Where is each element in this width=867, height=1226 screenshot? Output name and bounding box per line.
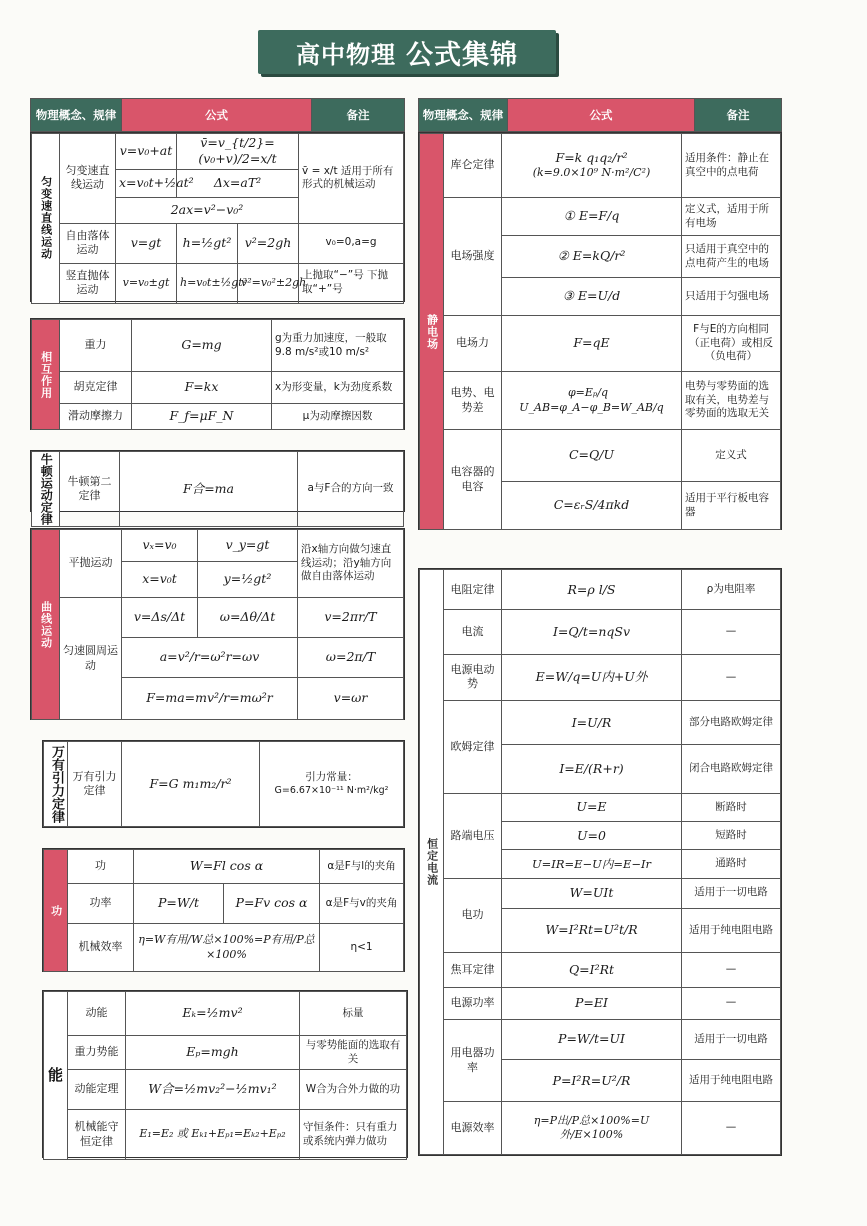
formula: F_f=μF_N xyxy=(132,404,272,430)
formula-y: y=½gt² xyxy=(198,562,298,598)
row-label: 功率 xyxy=(68,884,134,924)
row-label: 机械效率 xyxy=(68,924,134,972)
note: α是F与v的夹角 xyxy=(320,884,404,924)
left-header xyxy=(30,98,405,132)
note-3: 通路时 xyxy=(682,850,781,878)
formula-displacement: x=v₀t+½at² xyxy=(116,169,177,197)
row-label: 动能 xyxy=(68,992,126,1036)
section-electrostatics xyxy=(418,132,782,530)
note: α是F与l的夹角 xyxy=(320,850,404,884)
note: ρ为电阻率 xyxy=(682,570,781,610)
formula-2: I=E/(R+r) xyxy=(502,745,682,793)
formula-F: F=ma=mv²/r=mω²r xyxy=(122,678,298,720)
formula-1: ① E=F/q xyxy=(502,198,682,236)
row-label: 胡克定律 xyxy=(60,372,132,404)
formula: η=W有用/W总×100%=P有用/P总×100% xyxy=(134,924,320,972)
note: v̄ = x/t 适用于所有形式的机械运动 xyxy=(299,134,404,224)
formula-2: ② E=kQ/r² xyxy=(502,236,682,278)
category-label: 牛顿运动定律 xyxy=(32,452,60,527)
row-label: 重力 xyxy=(60,320,132,372)
note: — xyxy=(682,953,781,987)
row-label: 库仑定律 xyxy=(444,134,502,198)
formula: F=G m₁m₂/r² xyxy=(122,742,260,827)
row-label: 电源电动势 xyxy=(444,654,502,700)
formula: Eₚ=mgh xyxy=(126,1036,300,1070)
row-label: 电源功率 xyxy=(444,987,502,1019)
note-v: v=2πr/T xyxy=(298,598,404,638)
note: 沿x轴方向做匀速直线运动；沿y轴方向做自由落体运动 xyxy=(298,530,404,598)
note: g为重力加速度，一般取9.8 m/s²或10 m/s² xyxy=(272,320,404,372)
formula: Q=I²Rt xyxy=(502,953,682,987)
row-label: 竖直抛体运动 xyxy=(60,263,116,303)
formula: F合=ma xyxy=(120,452,298,527)
row-label: 机械能守恒定律 xyxy=(68,1110,126,1160)
row-label: 欧姆定律 xyxy=(444,701,502,794)
formula-2: W=I²Rt=U²t/R xyxy=(502,908,682,952)
formula: E=W/q=U内+U外 xyxy=(502,654,682,700)
formula: G=mg xyxy=(132,320,272,372)
note: μ为动摩擦因数 xyxy=(272,404,404,430)
note-2: 只适用于真空中的点电荷产生的电场 xyxy=(682,236,781,278)
formula-3: ③ E=U/d xyxy=(502,278,682,316)
note: a与F合的方向一致 xyxy=(298,452,404,527)
formula: R=ρ l/S xyxy=(502,570,682,610)
row-label: 电势、电势差 xyxy=(444,372,502,430)
row-label: 平抛运动 xyxy=(60,530,122,598)
section-energy xyxy=(42,990,408,1158)
formula: E₁=E₂ 或 Eₖ₁+Eₚ₁=Eₖ₂+Eₚ₂ xyxy=(126,1110,300,1160)
formula xyxy=(502,134,682,198)
row-label: 重力势能 xyxy=(68,1036,126,1070)
row-label: 用电器功率 xyxy=(444,1019,502,1102)
note: 上抛取“−”号 下抛取“+”号 xyxy=(299,263,404,303)
category-label: 万有引力定律 xyxy=(44,742,68,827)
page-title xyxy=(258,30,556,74)
note: — xyxy=(682,1102,781,1155)
formula-omega: ω=Δθ/Δt xyxy=(198,598,298,638)
note: 守恒条件：只有重力或系统内弹力做功 xyxy=(300,1110,407,1160)
note: v₀=0,a=g xyxy=(299,223,404,263)
note: — xyxy=(682,987,781,1019)
category-label: 匀变速直线运动 xyxy=(32,134,60,304)
header-remark: 备注 xyxy=(695,99,782,132)
formula-2: P=I²R=U²/R xyxy=(502,1060,682,1102)
header-remark: 备注 xyxy=(312,99,405,132)
formula-1: I=U/R xyxy=(502,701,682,745)
note: 标量 xyxy=(300,992,407,1036)
section-gravitation xyxy=(42,740,405,828)
note: 电势与零势面的选取有关，电势差与零势面的选取无关 xyxy=(682,372,781,430)
row-label: 牛顿第二定律 xyxy=(60,452,120,527)
note-2: 适用于平行板电容器 xyxy=(682,482,781,530)
formula xyxy=(502,372,682,430)
section-newton xyxy=(30,450,405,525)
section-uniform-acceleration xyxy=(30,132,405,302)
formula-x: x=v₀t xyxy=(122,562,198,598)
row-label: 电容器的电容 xyxy=(444,430,502,530)
note xyxy=(260,742,404,827)
formula-avg-velocity: v̄=v_{t/2}=(v₀+v)/2=x/t xyxy=(177,134,299,170)
row-label: 电阻定律 xyxy=(444,570,502,610)
formula-1: W=UIt xyxy=(502,878,682,908)
note: x为形变量，k为劲度系数 xyxy=(272,372,404,404)
formula: W合=½mv₂²−½mv₁² xyxy=(126,1070,300,1110)
formula-1: U=E xyxy=(502,793,682,821)
note: F与E的方向相同（正电荷）或相反（负电荷） xyxy=(682,316,781,372)
row-label: 电场力 xyxy=(444,316,502,372)
title-part2: 公式集锦 xyxy=(406,39,518,71)
row-label: 万有引力定律 xyxy=(68,742,122,827)
formula-free-fall-v2: v²=2gh xyxy=(238,223,299,263)
formula-2: U=0 xyxy=(502,822,682,850)
formula-free-fall-v: v=gt xyxy=(116,223,177,263)
formula: F=qE xyxy=(502,316,682,372)
formula-throw-h: h=v₀t±½gt² xyxy=(177,263,238,303)
formula: η=P出/P总×100%=U外/E×100% xyxy=(502,1102,682,1155)
formula-free-fall-h: h=½gt² xyxy=(177,223,238,263)
note-2: 适用于纯电阻电路 xyxy=(682,908,781,952)
formula-velocity: v=v₀+at xyxy=(116,134,177,170)
formula: Eₖ=½mv² xyxy=(126,992,300,1036)
formula-throw-v2: v²=v₀²±2gh xyxy=(238,263,299,303)
row-label: 焦耳定律 xyxy=(444,953,502,987)
formula-vx: vₓ=v₀ xyxy=(122,530,198,562)
formula-v: v=Δs/Δt xyxy=(122,598,198,638)
row-label: 电源效率 xyxy=(444,1102,502,1155)
note: η<1 xyxy=(320,924,404,972)
formula-potential-diff: U_AB=φ_A−φ_B=W_AB/q xyxy=(519,400,664,414)
formula-constant: (k=9.0×10⁹ N·m²/C²) xyxy=(532,166,651,180)
formula-2: P=Fv cos α xyxy=(224,884,320,924)
category-label: 相互作用 xyxy=(32,320,60,430)
category-label: 功 xyxy=(44,850,68,972)
category-label: 能 xyxy=(44,992,68,1160)
section-curvilinear xyxy=(30,528,405,720)
note-vr: v=ωr xyxy=(298,678,404,720)
formula-delta-x: Δx=aT² xyxy=(177,169,299,197)
note-3: 只适用于匀强电场 xyxy=(682,278,781,316)
note-line2: G=6.67×10⁻¹¹ N·m²/kg² xyxy=(274,784,389,796)
section-direct-current xyxy=(418,568,782,1156)
formula-a: a=v²/r=ω²r=ωv xyxy=(122,638,298,678)
note: 与零势能面的选取有关 xyxy=(300,1036,407,1070)
row-label: 匀变速直线运动 xyxy=(60,134,116,224)
header-concept: 物理概念、规律 xyxy=(419,99,508,132)
note: — xyxy=(682,610,781,654)
note-line1: 引力常量： xyxy=(305,771,358,783)
section-interaction xyxy=(30,318,405,430)
category-label: 曲线运动 xyxy=(32,530,60,720)
note: 适用条件：静止在真空中的点电荷 xyxy=(682,134,781,198)
note-1: 部分电路欧姆定律 xyxy=(682,701,781,745)
note-2: 短路时 xyxy=(682,822,781,850)
note-2: 闭合电路欧姆定律 xyxy=(682,745,781,793)
row-label: 电场强度 xyxy=(444,198,502,316)
row-label: 滑动摩擦力 xyxy=(60,404,132,430)
formula-1: P=W/t xyxy=(134,884,224,924)
formula-potential: φ=Eₚ/q xyxy=(567,386,609,400)
formula-throw-v: v=v₀±gt xyxy=(116,263,177,303)
note: W合为合外力做的功 xyxy=(300,1070,407,1110)
formula-vy: v_y=gt xyxy=(198,530,298,562)
title-part1: 高中物理 xyxy=(296,40,396,69)
note-1: 适用于一切电路 xyxy=(682,878,781,908)
row-label: 电功 xyxy=(444,878,502,953)
header-formula: 公式 xyxy=(122,99,312,132)
note-1: 定义式，适用于所有电场 xyxy=(682,198,781,236)
note-1: 适用于一切电路 xyxy=(682,1019,781,1059)
note-omega: ω=2π/T xyxy=(298,638,404,678)
section-work xyxy=(42,848,405,972)
formula-2ax: 2ax=v²−v₀² xyxy=(116,197,299,223)
formula: F=kx xyxy=(132,372,272,404)
formula-1: C=Q/U xyxy=(502,430,682,482)
note: — xyxy=(682,654,781,700)
category-label: 恒定电流 xyxy=(420,570,444,1155)
header-concept: 物理概念、规律 xyxy=(31,99,122,132)
header-formula: 公式 xyxy=(508,99,695,132)
note-2: 适用于纯电阻电路 xyxy=(682,1060,781,1102)
note-1: 断路时 xyxy=(682,793,781,821)
formula-2: C=εᵣS/4πkd xyxy=(502,482,682,530)
row-label: 路端电压 xyxy=(444,793,502,878)
note-1: 定义式 xyxy=(682,430,781,482)
category-label: 静电场 xyxy=(420,134,444,530)
row-label: 功 xyxy=(68,850,134,884)
formula: P=EI xyxy=(502,987,682,1019)
formula-1: P=W/t=UI xyxy=(502,1019,682,1059)
row-label: 匀速圆周运动 xyxy=(60,598,122,720)
formula: W=Fl cos α xyxy=(134,850,320,884)
row-label: 电流 xyxy=(444,610,502,654)
formula: I=Q/t=nqSv xyxy=(502,610,682,654)
right-header xyxy=(418,98,782,132)
formula-3: U=IR=E−U内=E−Ir xyxy=(502,850,682,878)
formula-main: F=k q₁q₂/r² xyxy=(555,150,628,166)
row-label: 自由落体运动 xyxy=(60,223,116,263)
row-label: 动能定理 xyxy=(68,1070,126,1110)
